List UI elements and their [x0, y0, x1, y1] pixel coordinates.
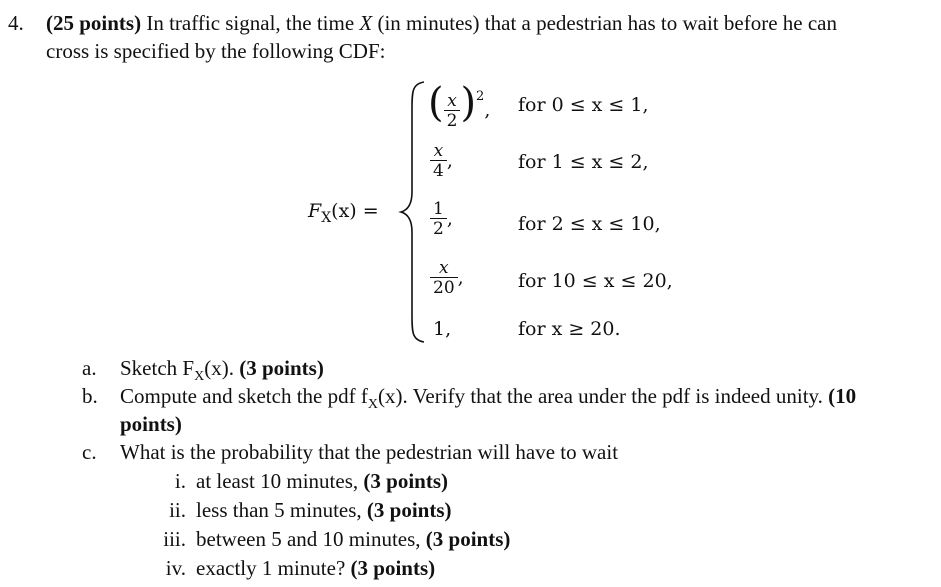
question-points: (25 points)	[46, 11, 142, 35]
question-line-2: cross is specified by the following CDF:	[46, 39, 386, 63]
cdf-lhs-sub: X	[321, 209, 332, 226]
part-b-text: Compute and sketch the pdf $f_X(x)$. Verify that the area under the pdf is indeed unity. (10	[120, 384, 857, 413]
part-c-label: c.	[82, 440, 97, 464]
cdf-lhs	[308, 200, 379, 226]
subpart-i-text: at least 10 minutes, (3 points)	[196, 469, 448, 493]
subpart-ii-text: less than 5 minutes, (3 points)	[196, 498, 452, 522]
subpart-ii-label: ii.	[169, 498, 186, 522]
cdf-case-5-cond: for x ≥ 20.	[518, 318, 621, 340]
part-a-label: a.	[82, 356, 97, 380]
subpart-i-label: i.	[174, 469, 186, 493]
cdf-case-4-cond: for 10 ≤ x ≤ 20,	[518, 270, 673, 292]
part-b-text-line-2: points)	[120, 412, 182, 436]
cdf-case-3-cond: for 2 ≤ x ≤ 10,	[518, 213, 661, 235]
cdf-lhs-f: F	[308, 200, 322, 222]
question-variable: X	[359, 11, 373, 35]
cdf-case-2-expr: $\frac{x}{4}$ ,	[430, 142, 453, 181]
cdf-lhs-arg: (x) =	[331, 200, 379, 222]
part-b-label: b.	[82, 384, 98, 408]
subpart-iv-text: exactly 1 minute? (3 points)	[196, 556, 436, 580]
part-c-text: What is the probability that the pedestrian will have to wait	[120, 440, 619, 464]
part-a-text: Sketch $F_X(x)$. (3 points)	[120, 356, 324, 385]
question-intro-pre: In traffic signal, the time	[141, 11, 360, 35]
cdf-case-3-expr: $\frac{1}{2}$ ,	[430, 200, 453, 239]
subpart-iii-text: between 5 and 10 minutes, (3 points)	[196, 527, 511, 551]
cdf-case-2-cond: for 1 ≤ x ≤ 2,	[518, 151, 649, 173]
cdf-case-1-cond: for 0 ≤ x ≤ 1,	[518, 94, 649, 116]
question-number: 4.	[8, 11, 24, 35]
cdf-case-1-expr: ( $\frac{x}{2}$ )$^2$,	[428, 80, 491, 131]
question-intro-post: (in minutes) that a pedestrian has to wait before he can	[372, 11, 837, 35]
subpart-iv-label: iv.	[165, 556, 186, 580]
cdf-case-4-expr: $\frac{x}{20}$ ,	[430, 259, 464, 298]
cdf-case-5-expr: 1,	[433, 318, 452, 340]
cdf-brace	[398, 80, 428, 345]
question-line-1	[46, 10, 837, 36]
subpart-iii-label: iii.	[163, 527, 186, 551]
